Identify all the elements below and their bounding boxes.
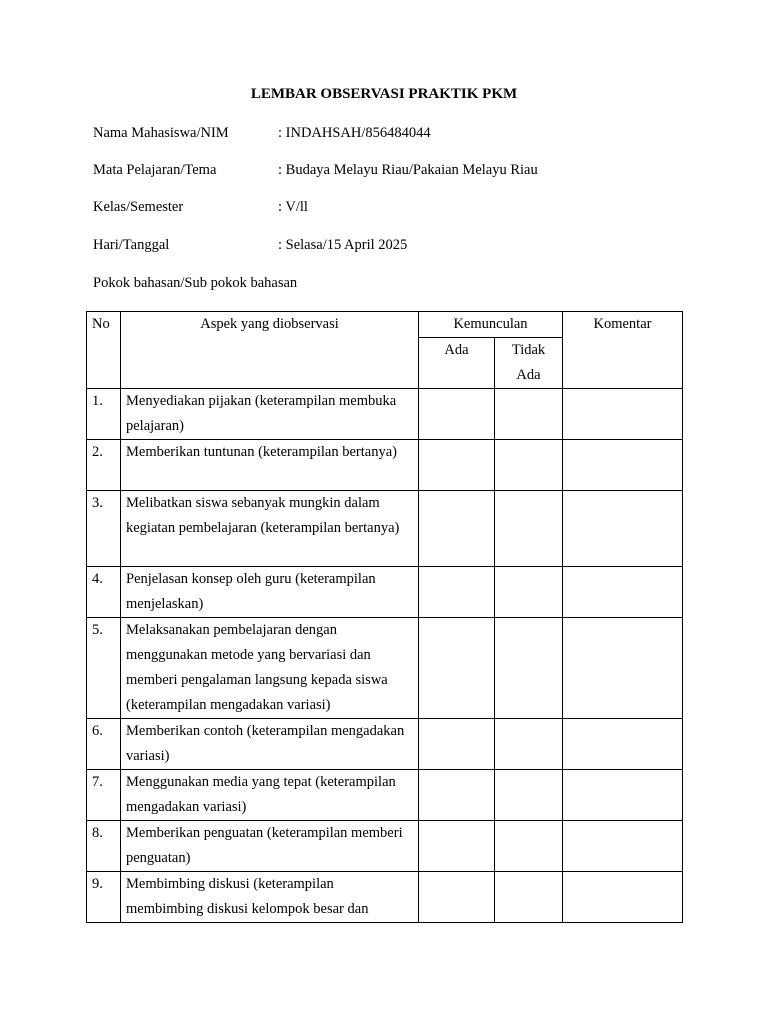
row-number: 4. [87, 567, 121, 618]
header-tidak-ada [495, 338, 563, 389]
cell-komentar[interactable] [563, 872, 683, 923]
row-aspect: Menggunakan media yang tepat (keterampilan mengadakan variasi) [121, 770, 419, 821]
row-aspect: Menyediakan pijakan (keterampilan membuka pelajaran) [121, 389, 419, 440]
cell-tidak-ada[interactable] [495, 440, 563, 491]
cell-komentar[interactable] [563, 719, 683, 770]
table-row [87, 719, 683, 770]
row-number: 6. [87, 719, 121, 770]
cell-ada[interactable] [419, 567, 495, 618]
cell-tidak-ada[interactable] [495, 821, 563, 872]
table-row [87, 770, 683, 821]
info-value: : V/ll [278, 197, 308, 217]
cell-komentar[interactable] [563, 618, 683, 719]
cell-ada[interactable] [419, 872, 495, 923]
row-number: 3. [87, 491, 121, 567]
observation-table [86, 311, 683, 923]
row-aspect: Melibatkan siswa sebanyak mungkin dalam kegiatan pembelajaran (keterampilan bertanya) [121, 491, 419, 567]
info-value: : INDAHSAH/856484044 [278, 123, 431, 143]
cell-tidak-ada[interactable] [495, 719, 563, 770]
cell-tidak-ada[interactable] [495, 567, 563, 618]
header-tidak-ada-line1: Tidak [511, 342, 546, 358]
cell-ada[interactable] [419, 821, 495, 872]
cell-tidak-ada[interactable] [495, 389, 563, 440]
table-row [87, 872, 683, 923]
table-row [87, 491, 683, 567]
row-aspect: Penjelasan konsep oleh guru (keterampilan menjelaskan) [121, 567, 419, 618]
header-komentar: Komentar [563, 312, 683, 389]
row-number: 5. [87, 618, 121, 719]
cell-tidak-ada[interactable] [495, 872, 563, 923]
row-number: 8. [87, 821, 121, 872]
cell-komentar[interactable] [563, 389, 683, 440]
header-kemunculan: Kemunculan [419, 312, 563, 338]
cell-ada[interactable] [419, 440, 495, 491]
info-value: : Selasa/15 April 2025 [278, 235, 407, 255]
row-number: 2. [87, 440, 121, 491]
cell-tidak-ada[interactable] [495, 618, 563, 719]
header-ada: Ada [419, 338, 495, 389]
table-row [87, 618, 683, 719]
cell-ada[interactable] [419, 491, 495, 567]
row-aspect: Memberikan penguatan (keterampilan memberi penguatan) [121, 821, 419, 872]
cell-tidak-ada[interactable] [495, 491, 563, 567]
cell-komentar[interactable] [563, 821, 683, 872]
info-value: : Budaya Melayu Riau/Pakaian Melayu Riau [278, 160, 538, 180]
row-number: 7. [87, 770, 121, 821]
header-no: No [87, 312, 121, 389]
page-title: LEMBAR OBSERVASI PRAKTIK PKM [250, 86, 518, 102]
row-number: 9. [87, 872, 121, 923]
header-tidak-ada-line2: Ada [516, 367, 541, 383]
cell-ada[interactable] [419, 770, 495, 821]
cell-ada[interactable] [419, 618, 495, 719]
cell-komentar[interactable] [563, 440, 683, 491]
cell-komentar[interactable] [563, 770, 683, 821]
info-label: Kelas/Semester [93, 199, 184, 215]
row-number: 1. [87, 389, 121, 440]
info-label: Mata Pelajaran/Tema [93, 162, 217, 178]
cell-ada[interactable] [419, 389, 495, 440]
pokok-bahasan-label: Pokok bahasan/Sub pokok bahasan [93, 275, 298, 291]
row-aspect: Melaksanakan pembelajaran dengan menggunakan metode yang bervariasi dan memberi pengalaman langsung kepada siswa (keterampilan mengadakan variasi) [121, 618, 419, 719]
cell-komentar[interactable] [563, 491, 683, 567]
table-row [87, 567, 683, 618]
table-row [87, 440, 683, 491]
row-aspect: Memberikan contoh (keterampilan mengadakan variasi) [121, 719, 419, 770]
cell-tidak-ada[interactable] [495, 770, 563, 821]
table-row [87, 821, 683, 872]
row-aspect: Membimbing diskusi (keterampilan membimbing diskusi kelompok besar dan [121, 872, 419, 923]
table-row [87, 389, 683, 440]
info-label: Nama Mahasiswa/NIM [93, 125, 229, 141]
cell-ada[interactable] [419, 719, 495, 770]
row-aspect: Memberikan tuntunan (keterampilan bertanya) [121, 440, 419, 491]
header-aspek: Aspek yang diobservasi [121, 312, 419, 389]
cell-komentar[interactable] [563, 567, 683, 618]
info-label: Hari/Tanggal [93, 237, 170, 253]
